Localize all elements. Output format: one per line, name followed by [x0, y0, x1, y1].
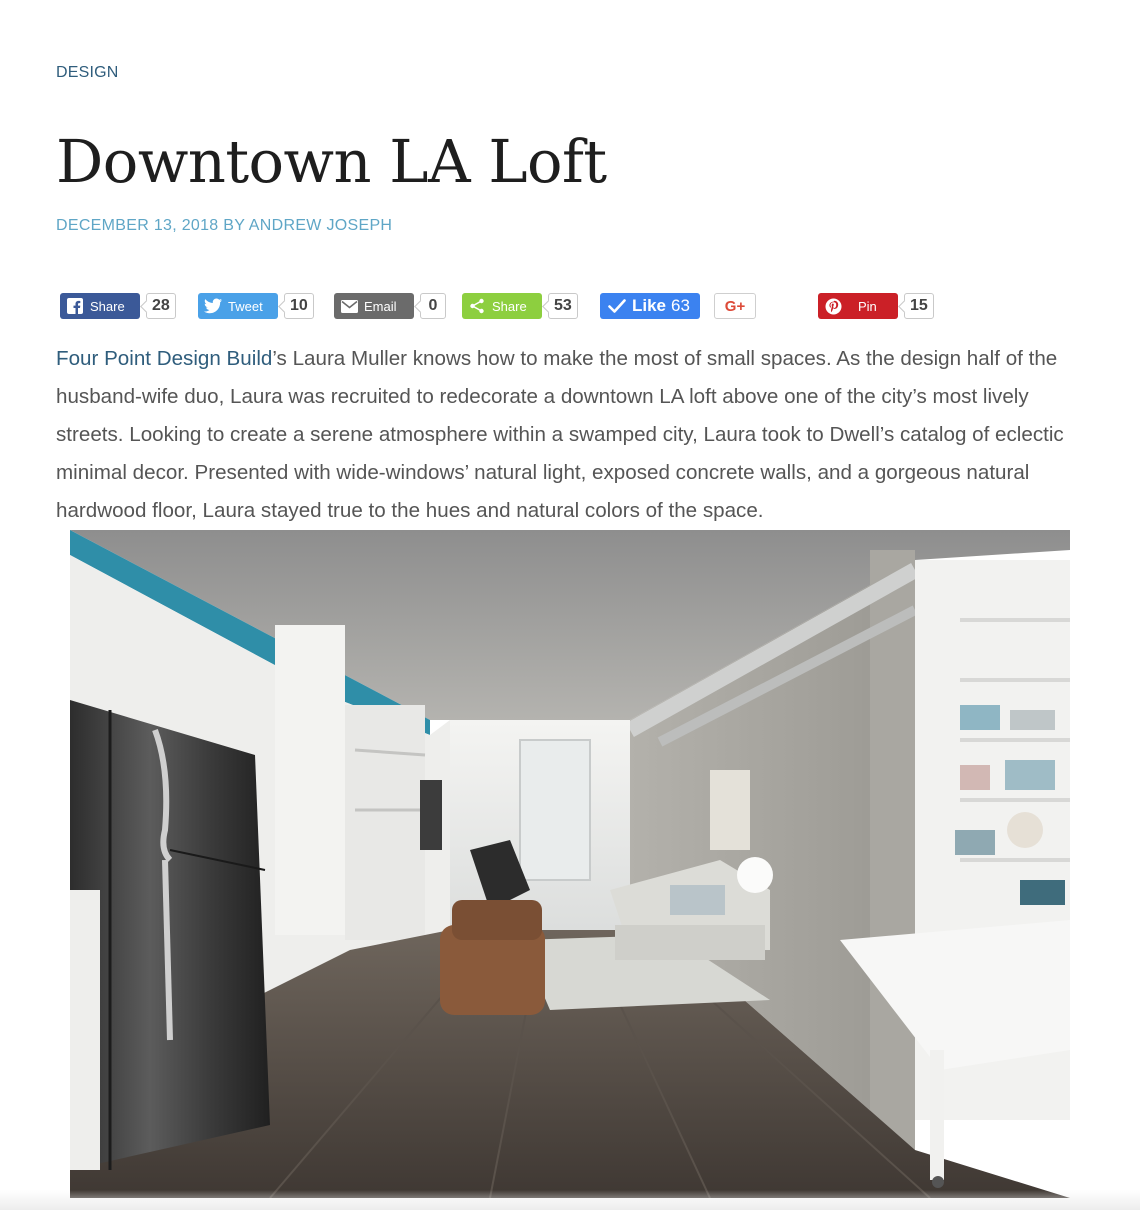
article-meta	[56, 217, 392, 235]
checkmark-icon	[608, 299, 626, 313]
facebook-share-count: 28	[146, 293, 176, 319]
pinterest-pin-label: Pin	[858, 298, 877, 314]
article-body-text: ’s Laura Muller knows how to make the most of small spaces. As the design half of the husband-wife duo, Laura was recruited to redecorate a downtown LA loft above one of the city’s most lively streets. Looking to create a serene atmosphere within a swamped city, Laura took to Dwell’s catalog of eclectic minimal decor. Presented with wide-windows’ natural light, exposed concrete walls, and a gorgeous natural hardwood floor, Laura stayed true to the hues and natural colors of the space.	[56, 347, 1064, 522]
like-label: Like	[632, 296, 667, 315]
generic-share-label: Share	[492, 298, 527, 314]
tweet-label: Tweet	[228, 298, 263, 314]
twitter-bird-icon	[204, 297, 222, 315]
facebook-icon	[66, 297, 84, 315]
article-title: Downtown LA Loft	[56, 127, 607, 196]
email-share-label: Email	[364, 298, 397, 314]
pinterest-icon	[824, 297, 842, 315]
email-share-count: 0	[420, 293, 446, 319]
email-share-button[interactable]	[334, 293, 414, 319]
author-link[interactable]: ANDREW JOSEPH	[248, 217, 393, 234]
generic-share-count: 53	[548, 293, 578, 319]
category-link[interactable]: DESIGN	[56, 64, 119, 81]
email-share-group	[334, 293, 446, 319]
google-plus-group	[714, 293, 756, 319]
facebook-share-group	[60, 293, 176, 319]
google-plus-button[interactable]	[714, 293, 756, 319]
generic-share-button[interactable]	[462, 293, 542, 319]
pinterest-pin-button[interactable]	[818, 293, 898, 319]
article-body	[56, 340, 1076, 530]
pinterest-group	[818, 293, 934, 319]
byline-by: BY	[223, 217, 245, 234]
share-bar	[60, 293, 1070, 321]
post-date: DECEMBER 13, 2018	[56, 217, 219, 234]
facebook-share-button[interactable]	[60, 293, 140, 319]
generic-share-group	[462, 293, 578, 319]
tweet-button[interactable]	[198, 293, 278, 319]
tweet-count: 10	[284, 293, 314, 319]
facebook-share-label: Share	[90, 298, 125, 314]
pinterest-pin-count: 15	[904, 293, 934, 319]
loft-interior-photo	[70, 530, 1070, 1198]
share-icon	[468, 297, 486, 315]
like-button[interactable]	[600, 293, 700, 319]
google-plus-icon: G+	[724, 297, 746, 315]
four-point-design-build-link[interactable]: Four Point Design Build	[56, 347, 273, 370]
envelope-icon	[340, 297, 358, 315]
like-count: 63	[671, 296, 690, 315]
like-group	[600, 293, 700, 319]
twitter-share-group	[198, 293, 314, 319]
bottom-fade	[0, 1190, 1140, 1210]
